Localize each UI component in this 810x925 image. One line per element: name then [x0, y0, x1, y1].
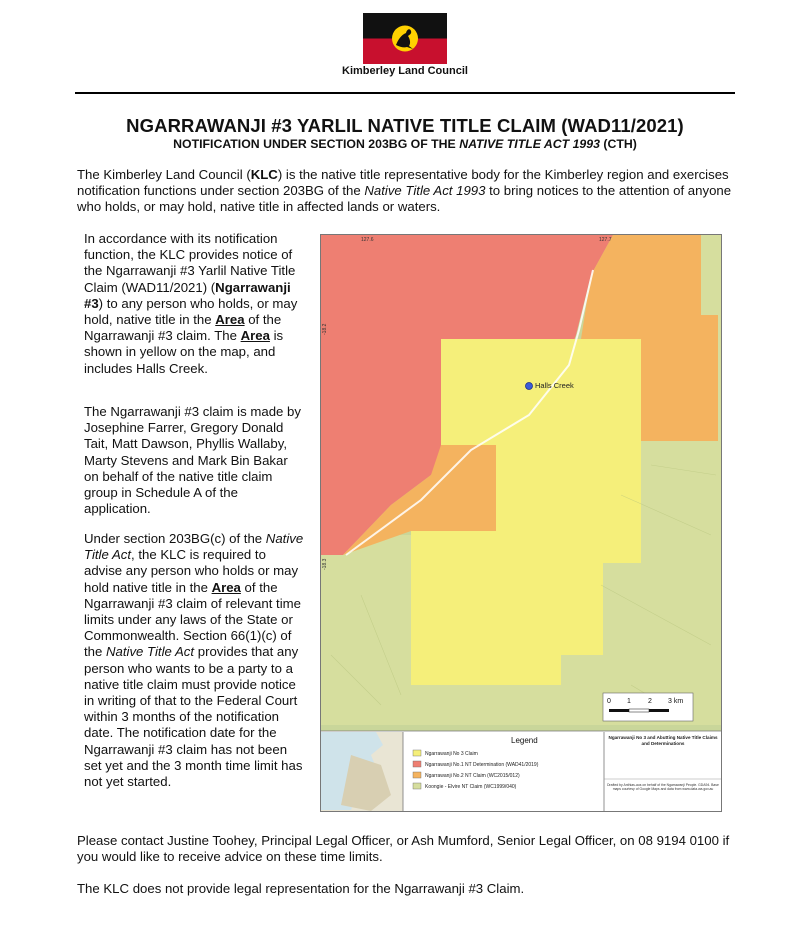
legend-label: Koongie - Elvire NT Claim (WC1999/040) [425, 784, 517, 790]
intro-paragraph: The Kimberley Land Council (KLC) is the native title representative body for the Kimberley region and exercises notification functions under section 203BG of the Native Title Act 1993 to bring notices to the attention of anyone who holds, or may hold, native title in affected lands or waters. [77, 167, 732, 215]
header-divider [75, 92, 735, 94]
map-title: Ngarrawanji No 3 and Abutting Native Title Claims and Determinations [608, 735, 718, 746]
map-title-block [607, 735, 719, 765]
grid-label-lat2: -18.3 [322, 558, 328, 570]
scale-segment [609, 709, 629, 712]
org-name: Kimberley Land Council [342, 65, 468, 77]
grid-label-lon1: 127.6 [361, 237, 374, 243]
grid-label-lat1: -18.2 [322, 323, 328, 335]
legend-swatch [413, 750, 421, 756]
notice-paragraph: In accordance with its notification function, the KLC provides notice of the Ngarrawanji #3 Yarlil Native Title Claim (WAD11/2021) (Ngarrawanji #3) to any person who holds, or may hold, native title in the Area of the Ngarrawanji #3 claim. The Area is shown in yellow on the map, and includes Halls Creek. [84, 231, 298, 376]
notice-title: NGARRAWANJI #3 YARLIL NATIVE TITLE CLAIM (WAD11/2021) [126, 115, 684, 136]
scale-label-3: 3 km [668, 698, 684, 705]
legend-label: Ngarrawanji No.2 NT Claim (WC2015/012) [425, 773, 520, 779]
halls-creek-marker [526, 383, 533, 390]
map-credit-block [607, 783, 719, 811]
legend-swatch [413, 772, 421, 778]
legend-swatch [413, 761, 421, 767]
scale-label-1: 1 [627, 698, 631, 705]
legend-label: Ngarrawanji No.1 NT Determination (WAD41/2019) [425, 762, 539, 768]
closing-paragraph: The KLC does not provide legal representation for the Ngarrawanji #3 Claim. [77, 881, 525, 896]
scale-label-2: 2 [648, 698, 652, 705]
notice-subtitle: NOTIFICATION UNDER SECTION 203BG OF THE NATIVE TITLE ACT 1993 (CTH) [173, 137, 637, 151]
map-graphic [321, 235, 721, 811]
grid-label-lon2: 127.7 [599, 237, 612, 243]
claim-area-map [320, 234, 722, 812]
scale-segment [649, 709, 669, 712]
halls-creek-label: Halls Creek [535, 381, 574, 390]
contact-paragraph: Please contact Justine Toohey, Principal Legal Officer, or Ash Mumford, Senior Legal Officer, on 08 9194 0100 if you would like to receive advice on these time limits. [77, 833, 730, 865]
scale-segment [629, 709, 649, 712]
legend-title: Legend [511, 736, 538, 745]
map-credit: Drafted by Anthias-aus on behalf of the Ngarrawanji People. GDA94. Base maps courtesy of Google Maps and data from www.data.wa.gov.au [607, 783, 719, 792]
claimants-paragraph: The Ngarrawanji #3 claim is made by Josephine Farrer, Gregory Donald Tait, Matt Dawson, Phyllis Wallaby, Marty Stevens and Mark Bin Bakar on behalf of the native title claim group in Schedule A of the application. [84, 404, 301, 517]
scale-label-0: 0 [607, 698, 611, 705]
time-limits-paragraph: Under section 203BG(c) of the Native Title Act, the KLC is required to advise any person who holds or may hold native title in the Area of the Ngarrawanji #3 claim of relevant time limits under any laws of the State or Commonwealth. Section 66(1)(c) of the Native Title Act provides that any person who wants to be a party to a native title claim must provide notice in writing of that to the Federal Court within 3 months of the notification date. The notification date for the Ngarrawanji #3 claim has not been set yet and the 3 month time limit has not yet started. [84, 531, 304, 790]
aboriginal-flag-logo [363, 13, 447, 64]
legend-label: Ngarrawanji No 3 Claim [425, 751, 478, 757]
legend-swatch [413, 783, 421, 789]
